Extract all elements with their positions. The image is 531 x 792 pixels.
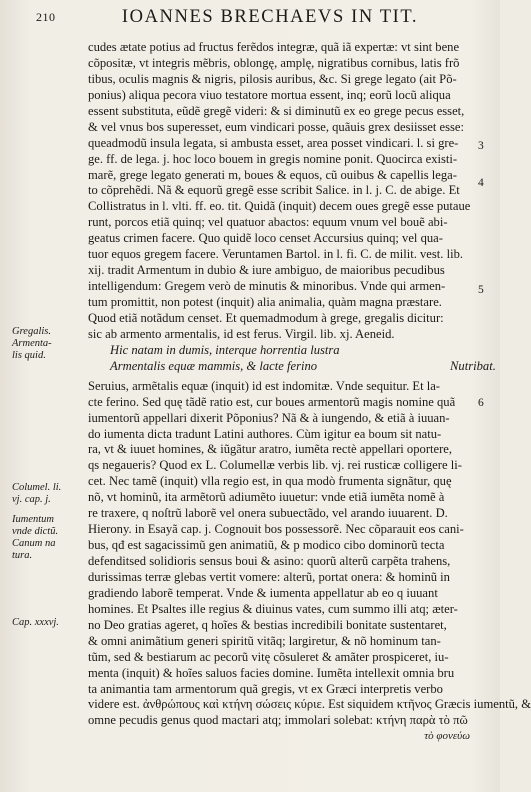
text-line: to cõprehẽdi. Nã & equorũ gregẽ esse scribit Salice. in l. j. C. de abige. Et [88, 183, 460, 198]
text-line: sic ab armento armentalis, id est ferus. Virgil. lib. xj. Aeneid. [88, 326, 395, 341]
right-margin-mark: 6 [478, 397, 484, 409]
verse-tail: Nutribat. [450, 358, 496, 373]
text-line: cudes ætate potius ad fructus ferẽdos integræ, quã iã expertæ: vt sint bene [88, 40, 460, 54]
text-line: marẽ, grege legato generati m, boues & equos, cũ ouibus & capellis lega- [88, 167, 457, 182]
verse-line: Hic natam in dumis, interque horrentia lustra [110, 342, 340, 357]
text-line: cõpositæ, vt integris mẽbris, oblongę, amplę, nigratibus cornibus, latis frõ [88, 55, 460, 70]
verse-line [88, 358, 496, 375]
body-text [88, 40, 531, 745]
text-line: do iumenta dicta tradunt Latini authores. Cùm igitur ea boum sit natu- [88, 426, 442, 441]
right-margin-mark: 4 [478, 177, 484, 189]
text-line: qs negaueris? Quod ex L. Columellæ verbis lib. vj. rei rusticæ colligere li- [88, 458, 462, 473]
text-line: intelligendum: Gregem verò de minutis & minoribus. Vnde qui armen- [88, 279, 446, 294]
text-line: re traxere, q noſtrũ laborẽ vel onera subuectãdo, vel arando iuuarent. D. [88, 506, 448, 521]
text-line: queadmodũ insula legata, si ambusta esset, area posset vindicari. l. si gre- [88, 135, 459, 150]
text-line: no Deo gratias ageret, q hoĩes & bestias incredibili bonitate sustentaret, [88, 617, 447, 632]
text-line: tibus, oculis magnis & nigris, pilosis auribus, &c. Si grege legato (ait Põ- [88, 71, 457, 86]
text-line: menta (inquit) & hoĩes saluos facies domine. Iumẽta intellexit omnia bru [88, 665, 455, 680]
text-line: durissimas terræ glebas vertit vomere: alterũ, portat onera: & hominũ in [88, 569, 450, 584]
text-line: gradiendo laborẽ temperat. Vnde & iumenta appellatur ab eo q iuuant [88, 585, 438, 600]
text-line: Collistratus in l. vlti. ff. eo. tit. Quidã (inquit) decem oues gregẽ esse putaue [88, 199, 471, 214]
text-line: homines. Et Psaltes ille regius & diuinus vates, cum summo illi atq; æter- [88, 601, 458, 616]
text-line: & vel vnus bos superesset, eum vindicari posse, quãuis grex desiisset esse: [88, 119, 464, 134]
text-line: Quod etiã notãdum censet. Et quemadmodum à grege, gregalis dicitur: [88, 310, 444, 325]
margin-note-gregalis: Gregalis. Armenta- lis quid. [12, 326, 52, 361]
text-line: iumentorũ appellari dixerit Põponius? Nã & à iungendo, & etiã à iuuan- [88, 410, 450, 425]
text-line: geatus crimen facere. Quo quidẽ loco censet Accursius quinq; vel qua- [88, 231, 443, 246]
text-line: runt, porcos etiã quinq; vel quatuor abactos: equum vnum vel bouẽ abi- [88, 215, 448, 230]
text-line: Seruius, armẽtalis equæ (inquit) id est indomitæ. Vnde sequitur. Et la- [88, 378, 440, 393]
text-line: videre est. ἀνθρώπους καὶ κτήνη σώσεις κύριε. Est siquidem κτῆνος Græcis iumentũ, & [88, 697, 531, 712]
text-line: ge. ff. de lega. j. hoc loco bouem in gregis nomine ponit. Quocirca existi- [88, 151, 458, 166]
text-line: tuor equos gregem facere. Veruntamen Bartol. in l. fi. C. de milit. vest. lib. [88, 247, 464, 262]
running-head: IOANNES BRECHAEVS IN TIT. [121, 7, 419, 27]
text-line: tũm, sed & bestiarum ac pecorũ vitę cõsuleret & amãter prospiceret, iu- [88, 649, 449, 664]
page-header [30, 6, 470, 32]
margin-note-iumentum: Iumentum vnde dictũ. Canum na tura. [12, 514, 59, 561]
text-line: defenditsed solidioris sensus boui & asino: quorũ alterũ carpẽta trahens, [88, 554, 451, 568]
text-line: ta animantia tam armentorum quã gregis, vt ex Græci interpretis verbo [88, 681, 443, 696]
text-line: Hierony. in Esayã cap. j. Cognouit bos possessorẽ. Nec cõparauit eos cani- [88, 522, 464, 537]
text-line: bus, qđ est sagacissimũ gen animatiũ, & p modico cibo dominorũ tecta [88, 538, 445, 553]
margin-note-columella: Columel. li. vj. cap. j. [12, 482, 62, 505]
text-line: ra, vt & iuuet homines, & iũgãtur aratro, iumẽta rectè appellari oportere, [88, 442, 453, 457]
text-line: essent substituta, eũdẽ gregẽ videri: & si diminutũ ex eo grege pecus esset, [88, 103, 465, 118]
margin-note-chapter: Cap. xxxvj. [12, 617, 59, 628]
verse-text: Armentalis equæ mammis, & lacte ferino [110, 358, 318, 373]
text-line: omne pecudis genus quod mactari atq; immolari solebat: κτήνη παρὰ τὸ πῶ [88, 713, 468, 728]
page-number: 210 [36, 10, 56, 24]
greek-fragment: τὸ φονεύω [424, 730, 470, 743]
text-line: cet. Nec tamẽ (inquit) vlla regio est, in qua modò frumenta signãtur, quę [88, 474, 452, 489]
right-margin-mark: 5 [478, 284, 484, 296]
text-line: xij. tradit Armentum in dubio & iure ambiguo, de maioribus pecudibus [88, 263, 445, 278]
text-line: ponius) aliqua pecora viuo testatore mortua essent, inq; eorũ locũ aliqua [88, 87, 451, 102]
text-line: tum promittit, non potest (inquit) alia animalia, quàm magna præstare. [88, 295, 442, 309]
text-line: & omni animãtium generi spiritũ vitãq; largiretur, & nõ hominum tan- [88, 633, 441, 648]
right-margin-mark: 3 [478, 140, 484, 152]
text-line: cte ferino. Sed quę tãdẽ ratio est, cur boues armentorũ magis nomine quã [88, 394, 456, 409]
text-line: nõ, vt hominũ, ita armẽtorũ adiumẽto iuuetur: vnde etiã iumẽta nomẽ à [88, 490, 445, 505]
